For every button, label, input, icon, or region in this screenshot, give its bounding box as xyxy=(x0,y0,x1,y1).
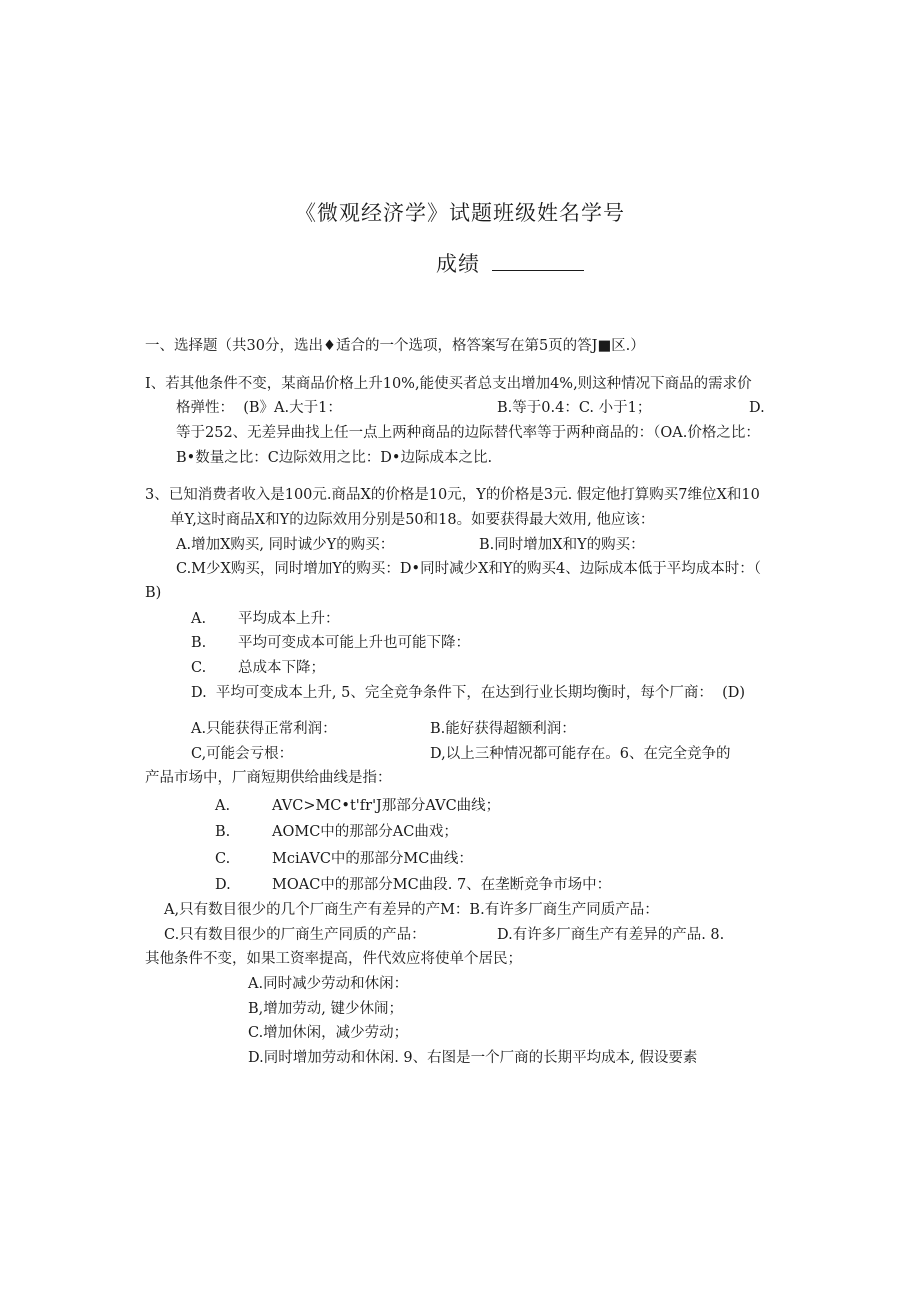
question-line: D,以上三种情况都可能存在。6、在完全竞争的 xyxy=(430,746,731,762)
option-text: C,可能会亏根： xyxy=(191,746,294,762)
option-text: B.等于0.4：C. 小于1； xyxy=(497,400,652,416)
option-letter: D. xyxy=(215,877,231,893)
option-letter: C. xyxy=(215,851,231,867)
question-line: 格弹性： (B》A.大于1： xyxy=(176,400,342,416)
score-field xyxy=(436,248,584,278)
option-text: 平均成本上升： xyxy=(238,611,340,627)
option-letter: B. xyxy=(215,824,231,840)
option-letter: B. xyxy=(191,635,207,651)
option-text: MciAVC中的那部分MC曲线： xyxy=(272,851,473,867)
option-text: C.增加休闲，减少劳动； xyxy=(248,1025,409,1041)
option-letter: A. xyxy=(191,611,207,627)
score-blank-line xyxy=(492,252,584,271)
option-text: 平均可变成本可能上升也可能下降： xyxy=(238,635,470,651)
option-text: C.只有数目很少的厂商生产同质的产品： xyxy=(164,927,426,943)
option-letter: A. xyxy=(215,798,231,814)
option-letter: C. xyxy=(191,660,207,676)
option-text: A.只能获得正常利润： xyxy=(191,721,337,737)
question-line: D. 平均可变成本上升, 5、完全竞争条件下，在达到行业长期均衡时，每个厂商： (D) xyxy=(191,685,746,701)
question-line: 3、已知消费者收入是100元.商品X的价格是10元，Y的价格是3元. 假定他打算购买7维位X和10 xyxy=(145,487,760,503)
option-letter: D. xyxy=(749,400,765,416)
question-line: MOAC中的那部分MC曲段. 7、在垄断竞争市场中： xyxy=(272,877,612,893)
option-text: 总成本下降； xyxy=(238,660,325,676)
option-text: B,增加劳动, 键少休闹； xyxy=(248,1001,403,1017)
question-line: D.同时增加劳动和休闲. 9、右图是一个厂商的长期平均成本, 假设要素 xyxy=(248,1050,698,1066)
question-line: B•数量之比：C边际效用之比：D•边际成本之比. xyxy=(176,450,493,466)
exam-title: 《微观经济学》试题班级姓名学号 xyxy=(295,201,625,225)
question-line: 产品市场中，厂商短期供给曲线是指： xyxy=(145,770,392,786)
option-text: A,只有数目很少的几个厂商生产有差异的产M：B.有许多厂商生产同质产品： xyxy=(164,902,659,918)
option-text: AOMC中的那部分AC曲戏； xyxy=(272,824,458,840)
question-line: I、若其他条件不变，某商品价格上升10%,能使买者总支出增加4%,则这种情况下商品的需求价 xyxy=(145,376,752,392)
question-line: B) xyxy=(145,585,162,601)
option-text: A.同时减少劳动和休闲： xyxy=(248,976,409,992)
option-text: AVC>MC•t'fr'J那部分AVC曲线； xyxy=(272,798,501,814)
option-text: A.增加X购买, 同时诚少Y的购买： xyxy=(176,537,395,553)
question-line: D.有许多厂商生产有差异的产品. 8. xyxy=(497,927,725,943)
option-text: B.同时增加X和Y的购买： xyxy=(479,537,645,553)
question-line: 单Y,这时商品X和Y的边际效用分别是50和18。如要获得最大效用, 他应该： xyxy=(170,512,655,528)
question-line: 其他条件不变，如果工资率提高，件代效应将使单个居民； xyxy=(145,951,522,967)
score-label: 成绩 xyxy=(436,252,480,276)
question-line: 等于252、无差异曲找上任一点上两种商品的边际替代率等于两种商品的：（OA.价格之比： xyxy=(176,425,760,441)
option-text: B.能好获得超额利润： xyxy=(430,721,576,737)
question-line: C.M少X购买，同时增加Y的购买：D•同时减少X和Y的购买4、边际成本低于平均成本时：（ xyxy=(176,561,761,577)
section-heading: 一、选择题（共30分，选出♦适合的一个选项，格答案写在第5页的答J■区.） xyxy=(145,338,645,354)
